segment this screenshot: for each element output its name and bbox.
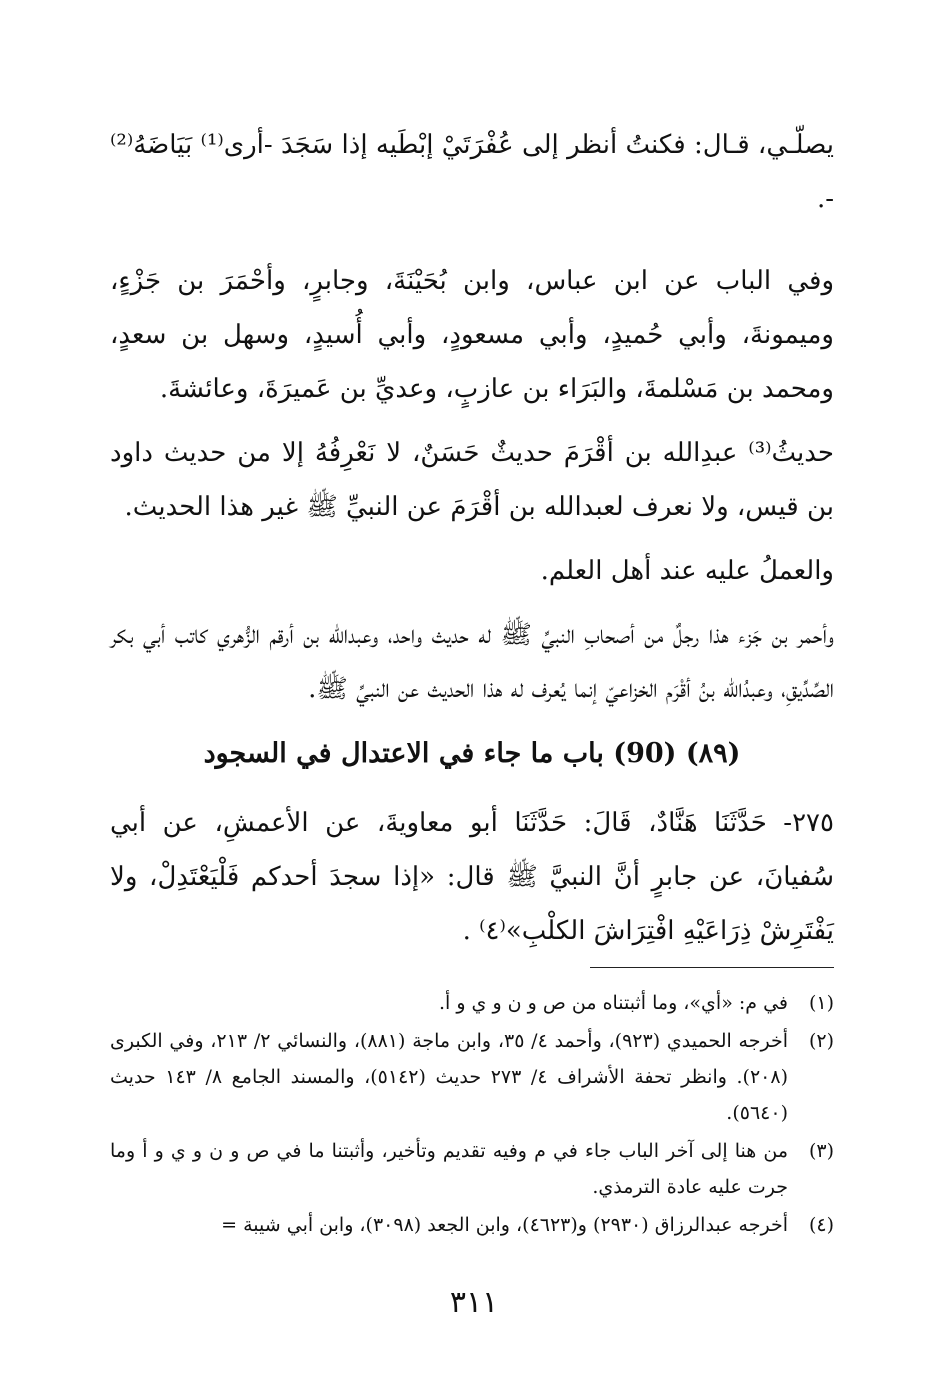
page-number: ٣١١: [449, 1285, 499, 1320]
chapter-heading: (٨٩) (90) باب ما جاء في الاعتدال في السجود: [203, 738, 741, 769]
footnote: [110, 1023, 834, 1131]
footnote: [110, 985, 834, 1021]
footnote-number: (٤): [808, 1214, 834, 1236]
footnotes: [110, 985, 834, 1245]
paragraph: وأحمر بن جَزء هذا رجلٌ من أصحابِ النبيِّ ﷺ له حديث واحد، وعبدالله بن أرقم الزُّهري كاتب أبي بكر الصِّدِّيقِ، وعبدُالله بنُ أقْرَم الخزاعيّ إنما يُعرف له هذا الحديث عن النبيِّ ﷺ.: [110, 620, 834, 704]
footnote-number: (٣): [808, 1140, 834, 1162]
main-text: [110, 118, 834, 958]
footnote-number: (٢): [808, 1030, 834, 1052]
paragraph: وفي الباب عن ابن عباس، وابن بُحَيْنَةَ، وجابرٍ، وأحْمَرَ بن جَزْءٍ، وميمونةَ، وأبي حُميدٍ، وأبي مسعودٍ، وأبي أُسيدٍ، وسهل بن سعدٍ، ومحمد بن مَسْلمةَ، والبَرَاء بن عازبٍ، وعديِّ بن عَميرَةَ، وعائشةَ.: [110, 266, 834, 404]
footnote-text: أخرجه الحميدي (٩٢٣)، وأحمد ٤/ ٣٥، وابن ماجة (٨٨١)، والنسائي ٢/ ٢١٣، وفي الكبرى (٢٠٨). وانظر تحفة الأشراف ٤/ ٢٧٣ حديث (٥١٤٢)، والمسند الجامع ٨/ ١٤٣ حديث (٥٦٤٠).: [110, 1030, 789, 1124]
paragraph: حديثُ⁽³⁾ عبدِالله بن أقْرَمَ حديثٌ حَسَنٌ، لا نَعْرِفُهُ إلا من حديث داود بن قيس، ولا نعرف لعبدالله بن أقْرَمَ عن النبيِّ ﷺ غير هذا الحديث.: [110, 438, 834, 522]
footnote-text: أخرجه عبدالرزاق (٢٩٣٠) و(٤٦٢٣)، وابن الجعد (٣٠٩٨)، وابن أبي شيبة =: [221, 1214, 788, 1236]
footnote: [110, 1207, 834, 1243]
footnote: [110, 1133, 834, 1205]
footnote-text: في م: «أي»، وما أثبتناه من ص و ن و ي و أ.: [438, 992, 788, 1014]
footnote-text: من هنا إلى آخر الباب جاء في م وفيه تقديم وتأخير، وأثبتنا ما في ص و ن و ي و أ وما جرت عليه عادة الترمذي.: [110, 1140, 788, 1198]
footnote-number: (١): [808, 992, 834, 1014]
footnote-divider: [590, 967, 834, 968]
hadith-text: ٢٧٥- حَدَّثَنَا هَنَّادٌ، قَالَ: حَدَّثَنَا أبو معاويةَ، عن الأعمشِ، عن أبي سُفيانَ، عن جابرٍ أنَّ النبيَّ ﷺ قال: «إذا سجدَ أحدكم فَلْيَعْتَدِلْ، ولا يَفْتَرِشْ ذِرَاعَيْهِ افْتِرَاشَ الكلْبِ»⁽٤⁾ .: [110, 808, 834, 946]
paragraph: يصلّـي، قـال: فكنتُ أنظر إلى عُفْرَتَيْ إبْطَيه إذا سَجَدَ -أرى⁽¹⁾ بَيَاضَهُ⁽²⁾ -.: [110, 130, 835, 214]
paragraph: والعملُ عليه عند أهل العلم.: [540, 556, 834, 586]
